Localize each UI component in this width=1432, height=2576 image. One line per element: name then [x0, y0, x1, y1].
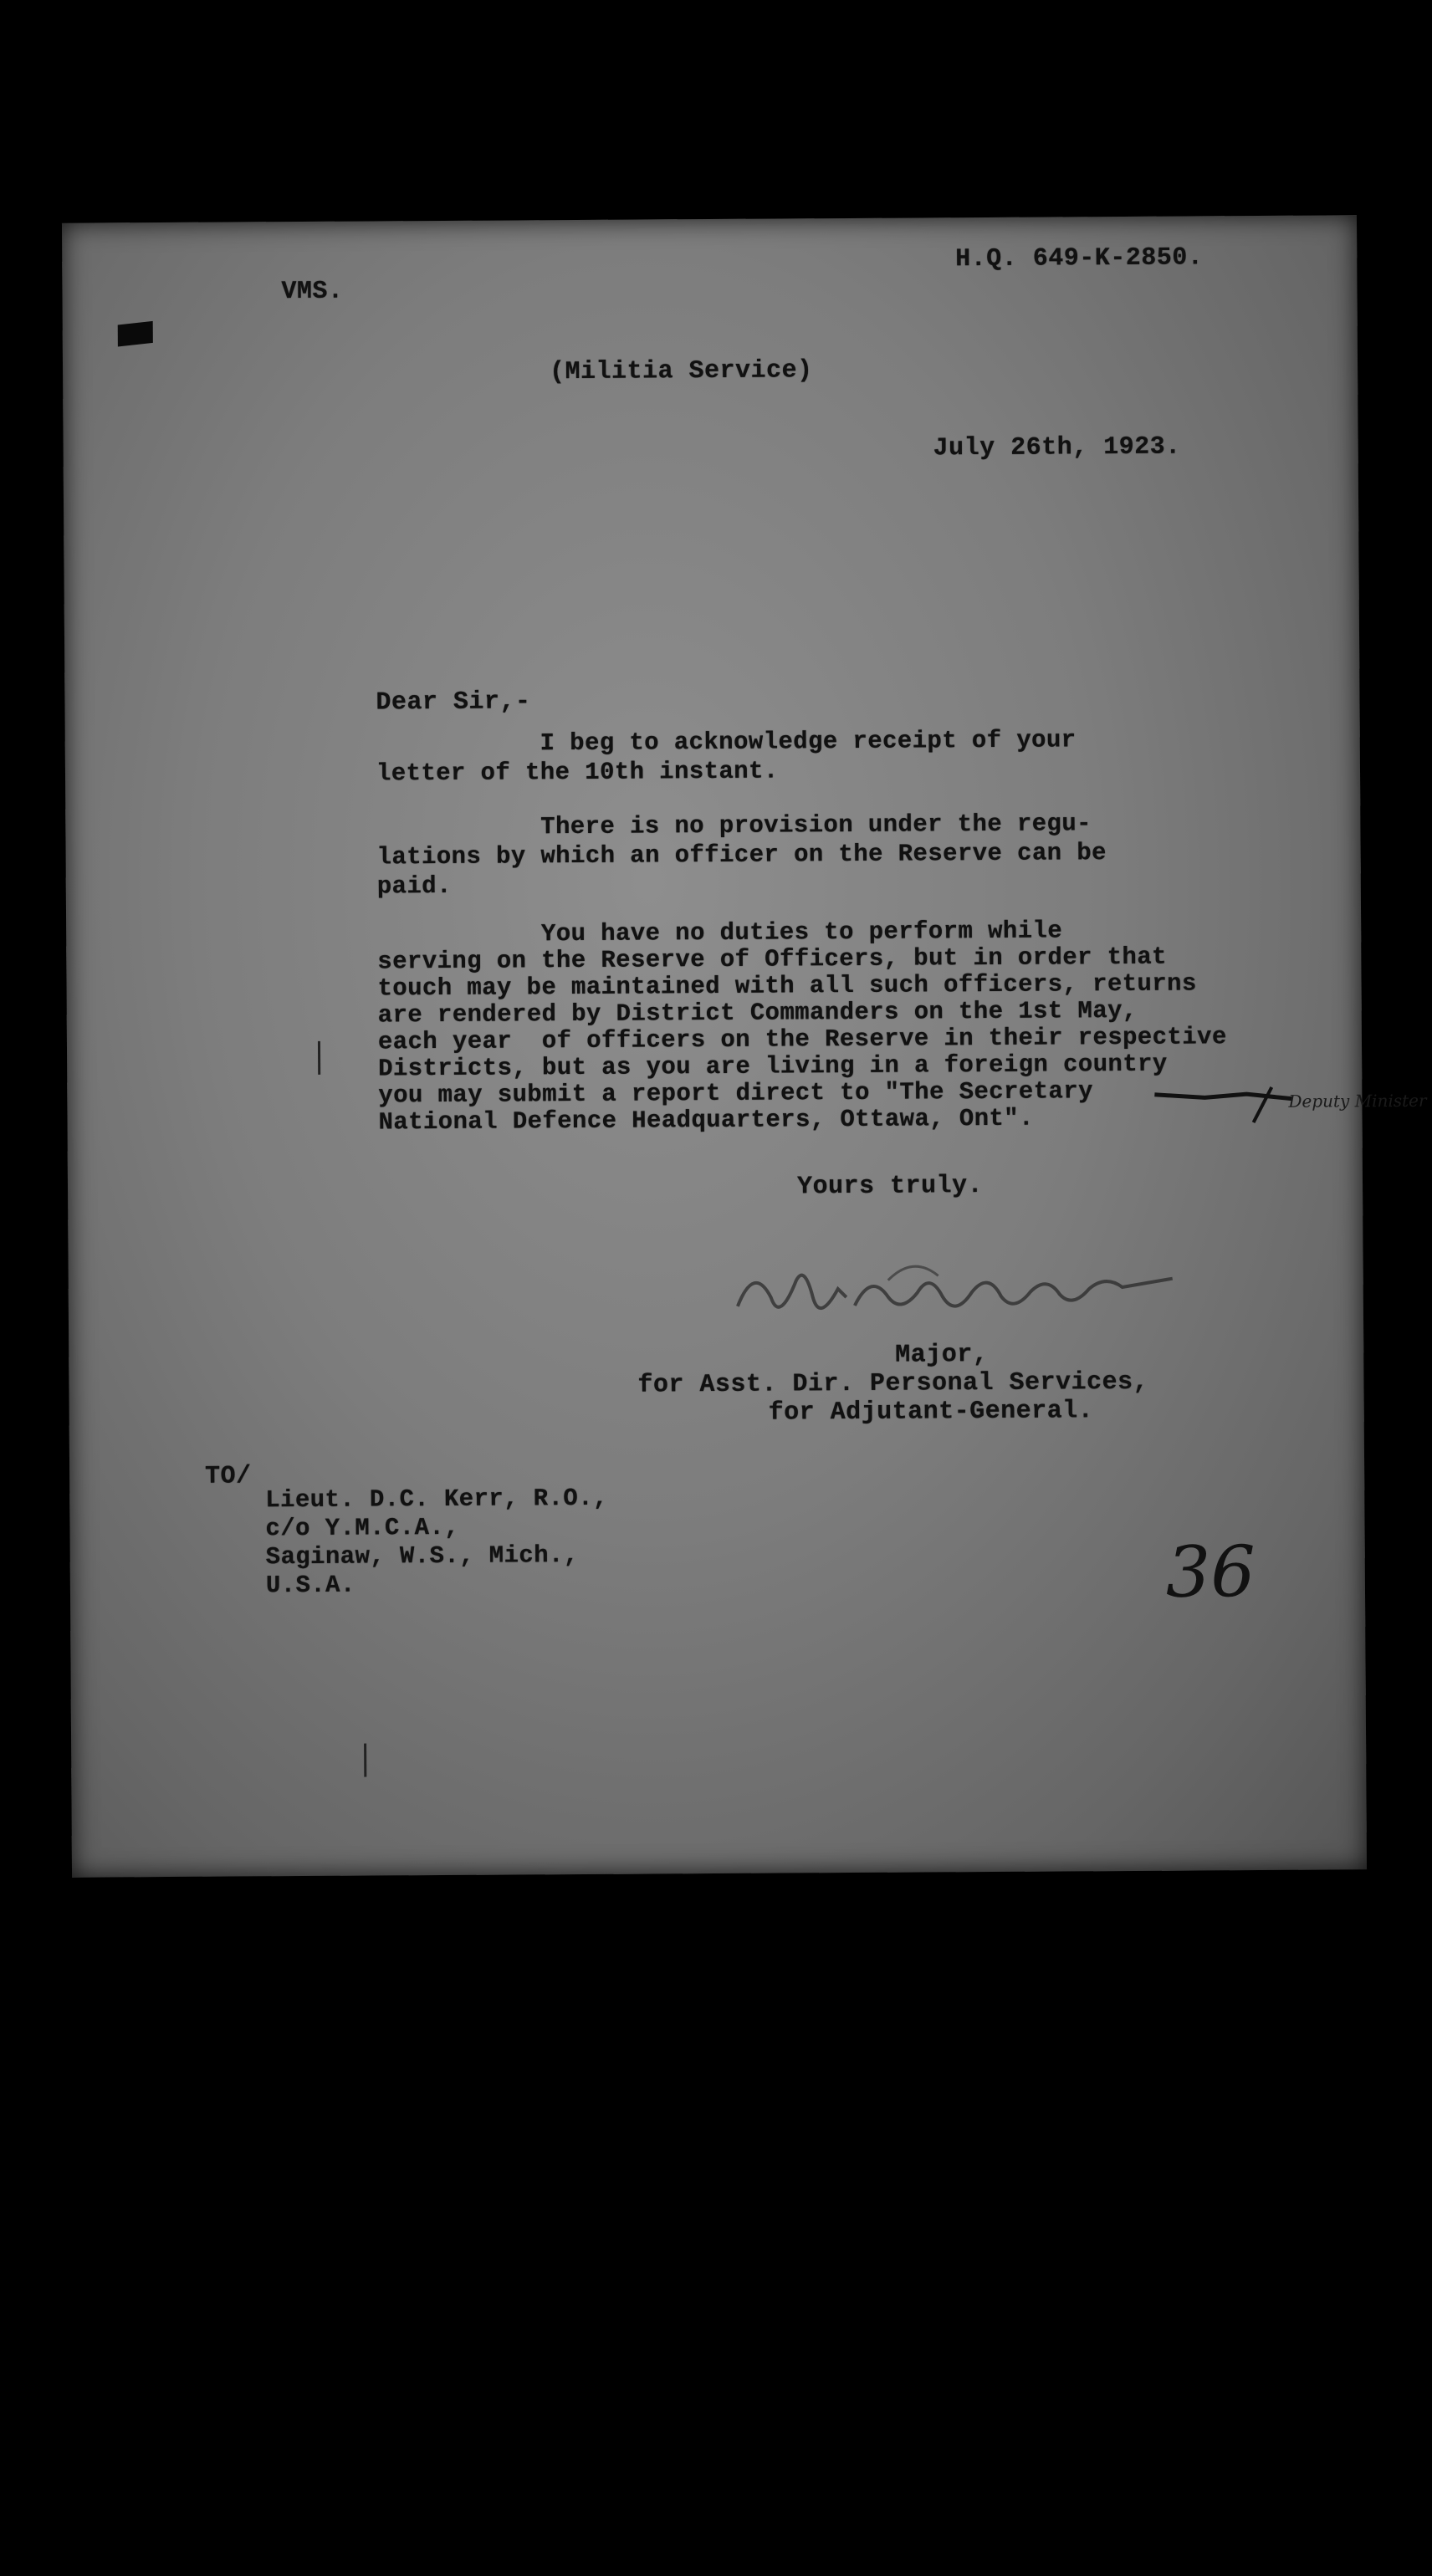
address-line: c/o Y.M.C.A., — [265, 1513, 460, 1543]
service-heading: (Militia Service) — [549, 356, 813, 387]
closing: Yours truly. — [796, 1172, 984, 1202]
text-line: I beg to acknowledge receipt of your — [376, 726, 1077, 759]
paragraph-acknowledgement — [376, 725, 1077, 788]
paragraph-duties — [377, 917, 1227, 1136]
signatory-rank: Major, — [895, 1341, 989, 1370]
text-line: paid. — [376, 871, 452, 901]
text-line: each year of officers on the Reserve in their respective — [377, 1023, 1227, 1056]
address-line: U.S.A. — [265, 1571, 355, 1600]
text-line: you may submit a report direct to "The Secretary — [378, 1077, 1093, 1110]
filing-tab-mark — [118, 321, 153, 347]
text-line: touch may be maintained with all such officers, returns — [377, 969, 1197, 1003]
margin-mark — [364, 1744, 366, 1777]
salutation: Dear Sir,- — [376, 687, 531, 718]
recipient-address — [265, 1485, 608, 1600]
margin-mark — [318, 1041, 320, 1075]
address-line: Saginaw, W.S., Mich., — [265, 1541, 579, 1572]
address-line: Lieut. D.C. Kerr, R.O., — [265, 1484, 608, 1515]
to-label: TO/ — [205, 1462, 252, 1491]
file-number: H.Q. 649-K-2850. — [955, 243, 1204, 274]
folio-number — [1157, 1521, 1275, 1622]
handwritten-insert-text: Deputy Minister — [1288, 1090, 1427, 1112]
letter-date: July 26th, 1923. — [933, 432, 1181, 463]
text-line: Districts, but as you are living in a foreign country — [378, 1050, 1168, 1083]
text-line: serving on the Reserve of Officers, but in order that — [377, 943, 1168, 976]
typist-initials: VMS. — [281, 277, 344, 307]
handwritten-signature — [720, 1245, 1189, 1348]
handwritten-correction — [1146, 1078, 1427, 1130]
signatory-line-2: for Adjutant-General. — [768, 1397, 1094, 1428]
text-line: letter of the 10th instant. — [376, 757, 779, 788]
text-line: There is no provision under the regu- — [376, 810, 1092, 842]
folio-number-text: 36 — [1165, 1531, 1256, 1613]
text-line: You have no duties to perform while — [377, 917, 1063, 949]
text-line: are rendered by District Commanders on the 1st May, — [377, 996, 1138, 1030]
text-line: National Defence Headquarters, Ottawa, Ont". — [378, 1104, 1034, 1137]
paragraph-provision — [376, 809, 1107, 901]
signatory-line-1: for Asst. Dir. Personal Services, — [637, 1367, 1149, 1400]
letter-page — [62, 215, 1427, 1877]
text-line: lations by which an officer on the Reserve can be — [376, 839, 1107, 871]
